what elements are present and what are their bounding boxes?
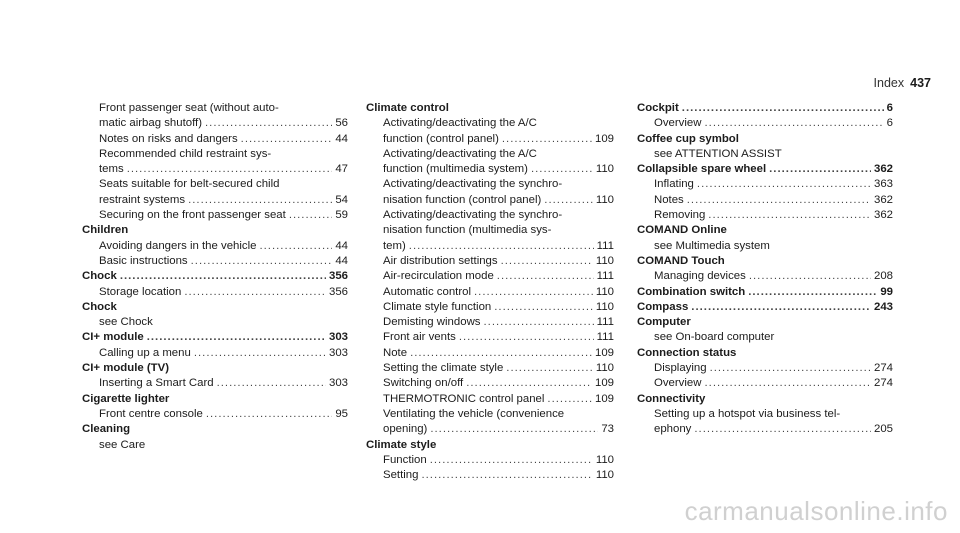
dot-leader [459,330,594,345]
index-entry-label: Notes [654,193,684,206]
page-reference[interactable]: 110 [595,469,614,482]
index-entry-label: nisation function (control panel) [383,193,542,206]
section-title: Index [873,76,905,90]
page-reference[interactable]: 274 [873,377,893,390]
index-entry[interactable] [637,177,893,192]
index-entry-label: Managing devices [654,270,746,283]
dot-leader [704,376,871,391]
dot-leader [694,422,871,437]
index-entry[interactable] [366,254,614,269]
cross-reference[interactable]: see ATTENTION ASSIST [654,147,782,160]
index-entry-label: Notes on risks and dangers [99,132,238,145]
dot-leader [206,407,332,422]
dot-leader [191,254,333,269]
index-heading: Chock [82,300,117,313]
page-reference[interactable]: 59 [335,209,348,222]
index-column-1 [82,101,348,453]
dot-leader [749,269,871,284]
page-reference[interactable]: 47 [335,163,348,176]
index-entry-label: Setting [383,469,419,482]
index-entry[interactable] [366,453,614,468]
index-entry[interactable] [82,162,348,177]
index-entry-label: Function [383,453,427,466]
index-entry[interactable] [82,239,348,254]
dot-leader [205,116,332,131]
index-entry-text: Activating/deactivating the synchro- [383,209,563,222]
dot-leader [147,330,326,345]
index-column-2 [366,101,614,483]
index-heading: Cleaning [82,423,131,436]
page-reference[interactable]: 110 [595,453,614,466]
index-entry-label: Avoiding dangers in the vehicle [99,239,257,252]
page-reference[interactable]: 6 [886,102,893,114]
page-reference[interactable]: 56 [335,117,348,130]
page-reference[interactable]: 44 [335,239,348,252]
watermark: carmanualsonline.info [684,496,948,526]
page-reference[interactable]: 303 [328,377,348,390]
index-entry-label: Front air vents [383,331,456,344]
page-reference[interactable]: 73 [601,423,614,436]
dot-leader [409,239,594,254]
index-heading: Climate style [366,438,437,451]
index-entry-text: Recommended child restraint sys- [99,147,272,160]
dot-leader [506,361,593,376]
dot-leader [704,116,883,131]
dot-leader [184,285,326,300]
page-reference[interactable]: 363 [873,178,893,191]
index-heading: Children [82,224,129,237]
index-entry[interactable] [366,162,614,177]
index-entry[interactable] [637,269,893,284]
index-entry-label: Front centre console [99,407,203,420]
index-entry[interactable] [82,116,348,131]
cross-reference[interactable]: see Chock [99,316,153,329]
page-reference[interactable]: 111 [596,316,614,329]
index-entry[interactable] [366,468,614,483]
page-reference[interactable]: 356 [328,270,348,283]
dot-leader [259,239,332,254]
index-entry[interactable] [637,116,893,131]
page-reference[interactable]: 109 [594,132,614,145]
page-header [874,76,931,90]
dot-leader [430,422,598,437]
page-number: 437 [910,76,931,90]
index-heading: Computer [637,316,691,329]
index-entry-label: Securing on the front passenger seat [99,209,286,222]
page-reference[interactable]: 95 [335,407,348,420]
index-heading-entry[interactable] [637,285,893,300]
index-entry-label: Inserting a Smart Card [99,377,214,390]
dot-leader [194,346,326,361]
cross-reference[interactable]: see Care [99,438,146,451]
index-entry[interactable] [366,346,614,361]
index-entry-label: function (control panel) [383,132,499,145]
index-heading: Connection status [637,346,737,359]
index-entry[interactable] [82,376,348,391]
index-entry-label: Displaying [654,362,707,375]
index-heading: Connectivity [637,392,706,405]
page-reference[interactable]: 362 [873,209,893,222]
page-reference[interactable]: 110 [595,254,614,267]
dot-leader [531,162,593,177]
index-entry[interactable] [637,361,893,376]
dot-leader [127,162,333,177]
index-entry[interactable] [82,193,348,208]
dot-leader [474,285,593,300]
index-entry-label: Storage location [99,285,182,298]
index-entry-label: Overview [654,377,702,390]
index-entry-text: Activating/deactivating the A/C [383,117,537,130]
index-entry[interactable] [82,285,348,300]
index-entry-label: matic airbag shutoff) [99,117,202,130]
index-entry-label: restraint systems [99,193,186,206]
index-entry[interactable] [366,300,614,315]
cross-reference[interactable]: see On-board computer [654,331,775,344]
page-reference[interactable]: 109 [594,377,614,390]
index-entry[interactable] [82,208,348,223]
page-reference[interactable]: 274 [873,362,893,375]
page-reference[interactable]: 110 [595,300,614,313]
index-heading-entry[interactable] [637,162,893,177]
index-entry[interactable] [366,376,614,391]
index-entry-label: Compass [637,300,688,315]
page-reference[interactable]: 243 [873,300,893,313]
index-entry[interactable] [366,193,614,208]
index-entry[interactable] [82,346,348,361]
index-entry-label: Overview [654,117,702,130]
index-entry[interactable] [637,193,893,208]
dot-leader [544,193,593,208]
dot-leader [241,132,333,147]
index-entry-label: Removing [654,209,706,222]
index-entry-label: Note [383,346,408,359]
index-entry-text: Ventilating the vehicle (convenience [383,407,565,420]
page-reference[interactable]: 110 [595,362,614,375]
dot-leader [484,315,594,330]
page-reference[interactable]: 303 [328,331,348,344]
index-heading: COMAND Touch [637,254,725,267]
page-reference[interactable]: 44 [335,132,348,145]
index-entry[interactable] [366,269,614,284]
dot-leader [547,392,592,407]
page-reference[interactable]: 110 [595,163,614,176]
dot-leader [120,269,326,284]
page-reference[interactable]: 110 [595,193,614,206]
index-entry-label: Demisting windows [383,316,481,329]
index-entry[interactable] [366,315,614,330]
index-entry-label: tems [99,163,124,176]
index-entry-label: Combination switch [637,285,745,300]
index-entry[interactable] [366,285,614,300]
dot-leader [502,132,592,147]
dot-leader [697,177,871,192]
page-reference[interactable]: 110 [595,285,614,298]
index-entry-label: opening) [383,423,428,436]
dot-leader [769,162,871,177]
index-heading: COMAND Online [637,224,727,237]
index-entry[interactable] [366,132,614,147]
page-reference[interactable]: 111 [596,239,614,252]
index-entry[interactable] [637,422,893,437]
index-entry[interactable] [637,376,893,391]
index-entry-label: THERMOTRONIC control panel [383,392,545,405]
index-heading: Climate control [366,102,449,114]
index-entry-label: Automatic control [383,285,471,298]
dot-leader [494,300,593,315]
index-entry[interactable] [366,361,614,376]
index-entry-label: Climate style function [383,300,492,313]
index-heading-entry[interactable] [637,101,893,116]
index-entry[interactable] [637,208,893,223]
dot-leader [410,346,592,361]
index-column-3 [637,101,893,438]
page-reference[interactable]: 356 [328,285,348,298]
index-heading: Cigarette lighter [82,392,170,405]
index-heading-entry[interactable] [82,330,348,345]
page-reference[interactable]: 54 [335,193,348,206]
index-entry[interactable] [366,392,614,407]
page-reference[interactable]: 362 [873,163,893,176]
page-reference[interactable]: 109 [594,346,614,359]
dot-leader [188,193,332,208]
index-entry-label: Switching on/off [383,377,464,390]
page-reference[interactable]: 109 [594,392,614,405]
index-heading-entry[interactable] [82,269,348,284]
dot-leader [710,361,871,376]
dot-leader [501,254,593,269]
index-entry-label: Calling up a menu [99,346,191,359]
dot-leader [708,208,871,223]
index-entry-label: CI+ module [82,330,144,345]
index-entry-label: Air distribution settings [383,254,498,267]
index-entry[interactable] [366,330,614,345]
index-entry-text: Seats suitable for belt-secured child [99,178,280,191]
index-entry-label: Air-recirculation mode [383,270,494,283]
index-entry-text: Setting up a hotspot via business tel- [654,407,841,420]
index-entry[interactable] [82,254,348,269]
page-reference[interactable]: 99 [880,285,893,298]
page-reference[interactable]: 111 [596,331,614,344]
index-heading: Coffee cup symbol [637,132,739,145]
index-entry-label: function (multimedia system) [383,163,528,176]
dot-leader [289,208,333,223]
index-entry-label: Setting the climate style [383,362,504,375]
dot-leader [748,285,877,300]
page-reference[interactable]: 303 [328,346,348,359]
index-entry-text: Activating/deactivating the synchro- [383,178,563,191]
index-entry-label: tem) [383,239,406,252]
index-heading-entry[interactable] [637,300,893,315]
dot-leader [682,101,884,116]
dot-leader [217,376,326,391]
index-entry-label: Collapsible spare wheel [637,162,766,177]
page-reference[interactable]: 362 [873,193,893,206]
page-reference[interactable]: 111 [596,270,614,283]
dot-leader [497,269,594,284]
index-entry[interactable] [82,132,348,147]
index-entry[interactable] [366,239,614,254]
index-heading: CI+ module (TV) [82,362,170,375]
dot-leader [466,376,592,391]
dot-leader [421,468,592,483]
index-entry-text: nisation function (multimedia sys- [383,224,552,237]
cross-reference[interactable]: see Multimedia system [654,239,770,252]
index-entry-label: Cockpit [637,101,679,116]
index-entry-text: Front passenger seat (without auto- [99,102,279,114]
index-entry[interactable] [82,407,348,422]
page-reference[interactable]: 205 [873,423,893,436]
index-entry-label: ephony [654,423,692,436]
dot-leader [691,300,871,315]
index-entry-label: Chock [82,269,117,284]
page-reference[interactable]: 44 [335,254,348,267]
page-reference[interactable]: 208 [873,270,893,283]
dot-leader [430,453,593,468]
index-entry[interactable] [366,422,614,437]
index-entry-label: Basic instructions [99,254,188,267]
index-entry-label: Inflating [654,178,694,191]
index-entry-text: Activating/deactivating the A/C [383,147,537,160]
dot-leader [687,193,871,208]
page-reference[interactable]: 6 [886,117,893,130]
